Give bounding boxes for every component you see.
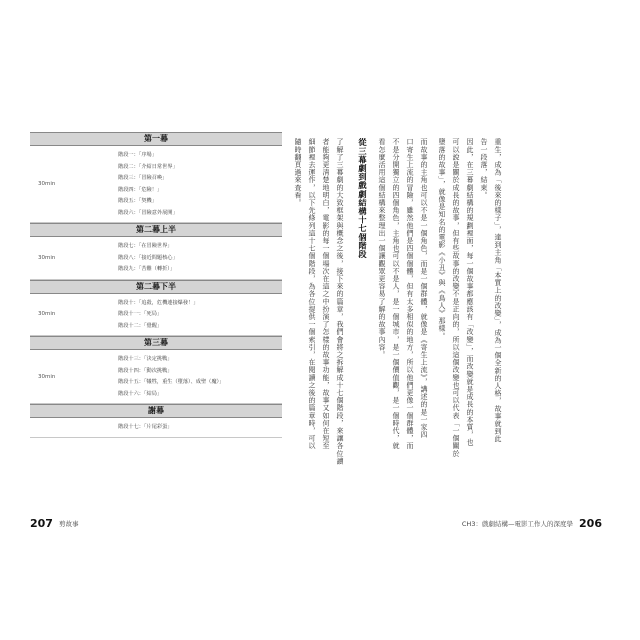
stage-item: 階段三：「冒險召喚」 — [118, 175, 168, 181]
stage-item: 階段十：「追殺，危機連接爆發！」 — [118, 299, 199, 306]
right-page-footer — [458, 517, 602, 530]
stage-item: 階段二：「介紹日常世界」 — [118, 163, 178, 170]
stage-item: 階段十一：「死局」 — [118, 311, 163, 317]
left-page-section-label: 剪故事 — [59, 520, 79, 528]
body-text-line: 不是分開獨立的四個角色，主角也可以不是人，是一個城市，是一個價值觀，是一個時代，就 — [392, 138, 400, 450]
act-heading: 第二幕下半 — [30, 280, 282, 294]
act-duration: 30min — [38, 254, 56, 261]
act-heading: 第二幕上半 — [30, 223, 282, 237]
body-text-line: 因此，在三幕劇結構的規劃裡面，每一個故事都應該有「改變」，而改變就是成長的本質，也 — [466, 138, 474, 447]
act-duration: 30min — [38, 311, 56, 318]
act-duration: 30min — [38, 373, 56, 380]
stage-item: 階段七：「在冒險世界」 — [118, 243, 173, 249]
right-page-number: 206 — [579, 517, 602, 530]
stage-item: 階段十二：「覺醒」 — [118, 322, 163, 329]
act-duration — [30, 418, 110, 437]
stage-item: 階段一：「序場」 — [118, 152, 157, 158]
stage-item: 階段十五：「犧牲，重生（墮落）、成聖（魔）」 — [118, 379, 225, 385]
body-text-line: 重生，成為「後來的樣子」，達到主角「本質上的改變」，成為一個全新的人格，故事就到此 — [494, 138, 502, 443]
act-heading: 第三幕 — [30, 336, 282, 350]
stage-item: 階段十三：「決定挑戰」 — [118, 356, 173, 362]
stage-item: 階段四：「危險！」 — [118, 186, 163, 193]
act-body — [30, 146, 282, 223]
stage-item: 階段十四：「動次挑戰」 — [118, 367, 173, 374]
act-steps-list — [118, 146, 282, 222]
act-heading: 第一幕 — [30, 132, 282, 146]
act-body — [30, 350, 282, 404]
body-text-line: 而故事的主角也可以不是一個角色，而是一個群體，就像是《寄生上流》，講述的是一家四 — [420, 138, 428, 439]
act-body — [30, 237, 282, 280]
stage-item: 階段九：「苦難（轉折）」 — [118, 266, 176, 272]
body-text-line: 隨時翻頁過來查看。 — [294, 138, 302, 207]
stage-item: 階段十六：「結局」 — [118, 390, 163, 397]
act-duration: 30min — [38, 181, 56, 187]
section-heading: 從三幕劇到戲劇結構十七個階段 — [358, 138, 368, 259]
right-page-chapter-label: CH3：戲劇結構—電影工作人的深度學 — [461, 520, 573, 528]
left-page-number: 207 — [30, 517, 53, 530]
left-page-footer — [30, 517, 83, 530]
act-steps-list — [118, 418, 282, 437]
stage-item: 階段八：「接近問題核心」 — [118, 254, 178, 261]
act-steps-list — [118, 237, 282, 279]
body-text-line: 了解了三幕劇的大致框架與概念之後，接下來的篇章，我們會將之拆解成十七個階段，來讓各位讀 — [336, 138, 344, 465]
body-text-line: 墮落的故事」，就像是知名的電影《小丑》與《鳥人》那樣。 — [438, 138, 446, 340]
stage-item: 階段五：「契機」 — [118, 198, 157, 204]
act-heading: 謝幕 — [30, 404, 282, 418]
act-steps-list — [118, 350, 282, 403]
body-text-line: 可以說是關於成長的故事，但有些故事的改變不是正向的，所以這個改變也可以代表「一個關於 — [452, 138, 460, 458]
three-act-structure-table — [30, 132, 282, 438]
act-body — [30, 294, 282, 337]
body-text-line: 告一段落，結束。 — [480, 138, 488, 199]
body-text-line: 口寄生上流的冒險，雖然他們是四個個體，但有太多相似的地方，所以他們更像一個群體，而 — [406, 138, 414, 450]
act-body — [30, 418, 282, 438]
stage-item: 階段十七：「片尾彩蛋」 — [118, 424, 173, 430]
stage-item: 階段六：「冒險意外展開」 — [118, 209, 178, 216]
body-text-line: 看怎麼活用這個結構來整理出一個讓觀眾更容易了解的故事內容。 — [378, 138, 386, 359]
body-text-line: 細節裡去運作，以下先條列這十七個階段，為各位提供一個索引，在閱讀之後的篇章時，可以 — [308, 138, 316, 450]
body-text-line: 者能夠更清楚地明白，電影的每一個場次在這之中扮演了怎樣的故事功能，故事又如何在短至 — [322, 138, 330, 450]
act-steps-list — [118, 294, 282, 336]
